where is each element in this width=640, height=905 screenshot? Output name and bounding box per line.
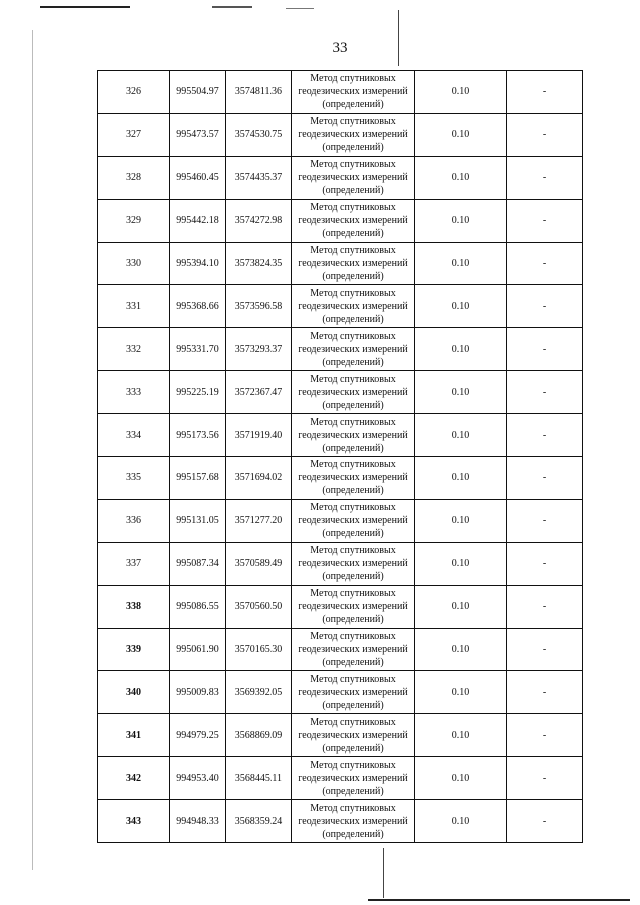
table-row: [98, 156, 583, 199]
method-text-line: Метод спутниковых: [310, 716, 396, 728]
point-number-cell: 340: [98, 671, 170, 714]
method-text-line: (определений): [322, 99, 384, 111]
method-text-line: (определений): [322, 442, 384, 454]
accuracy-cell: 0.10: [415, 714, 507, 757]
method-text-line: геодезических измерений: [298, 772, 408, 784]
table-row: [98, 671, 583, 714]
y-coordinate-cell: 3574435.37: [226, 156, 292, 199]
point-number-cell: 334: [98, 414, 170, 457]
method-text-line: (определений): [322, 399, 384, 411]
method-text-line: геодезических измерений: [298, 215, 408, 227]
y-coordinate-cell: 3573824.35: [226, 242, 292, 285]
accuracy-cell: 0.10: [415, 671, 507, 714]
method-text-line: (определений): [322, 485, 384, 497]
table-row: [98, 757, 583, 800]
method-cell: [292, 499, 415, 542]
method-text-line: Метод спутниковых: [310, 631, 396, 643]
y-coordinate-cell: 3570165.30: [226, 628, 292, 671]
point-number-cell: 329: [98, 199, 170, 242]
x-coordinate-cell: 995173.56: [170, 414, 226, 457]
table-row: [98, 371, 583, 414]
accuracy-cell: 0.10: [415, 800, 507, 843]
point-number-cell: 326: [98, 71, 170, 114]
method-cell: [292, 113, 415, 156]
point-number-cell: 342: [98, 757, 170, 800]
accuracy-cell: 0.10: [415, 371, 507, 414]
method-text-line: (определений): [322, 571, 384, 583]
method-text-line: (определений): [322, 742, 384, 754]
method-text-line: геодезических измерений: [298, 129, 408, 141]
table-row: [98, 328, 583, 371]
method-text-line: (определений): [322, 142, 384, 154]
method-text-line: геодезических измерений: [298, 386, 408, 398]
method-cell: [292, 800, 415, 843]
method-text-line: геодезических измерений: [298, 429, 408, 441]
margin-line: [32, 30, 33, 870]
y-coordinate-cell: 3571277.20: [226, 499, 292, 542]
method-cell: [292, 628, 415, 671]
y-coordinate-cell: 3574530.75: [226, 113, 292, 156]
method-text-line: (определений): [322, 356, 384, 368]
method-text-line: геодезических измерений: [298, 472, 408, 484]
method-text-line: Метод спутниковых: [310, 545, 396, 557]
note-cell: -: [507, 199, 583, 242]
method-text-line: (определений): [322, 699, 384, 711]
point-number-cell: 343: [98, 800, 170, 843]
method-text-line: Метод спутниковых: [310, 116, 396, 128]
method-cell: [292, 371, 415, 414]
method-text-line: Метод спутниковых: [310, 202, 396, 214]
note-cell: -: [507, 113, 583, 156]
scan-artifact-line: [368, 899, 630, 901]
method-cell: [292, 671, 415, 714]
method-text-line: геодезических измерений: [298, 558, 408, 570]
method-text-line: (определений): [322, 228, 384, 240]
note-cell: -: [507, 156, 583, 199]
method-text-line: Метод спутниковых: [310, 459, 396, 471]
table-row: [98, 628, 583, 671]
method-cell: [292, 156, 415, 199]
scan-artifact-line: [212, 6, 252, 8]
accuracy-cell: 0.10: [415, 542, 507, 585]
note-cell: -: [507, 285, 583, 328]
method-text-line: Метод спутниковых: [310, 673, 396, 685]
method-text-line: геодезических измерений: [298, 515, 408, 527]
x-coordinate-cell: 994948.33: [170, 800, 226, 843]
note-cell: -: [507, 542, 583, 585]
x-coordinate-cell: 995368.66: [170, 285, 226, 328]
method-cell: [292, 199, 415, 242]
note-cell: -: [507, 457, 583, 500]
accuracy-cell: 0.10: [415, 499, 507, 542]
method-text-line: Метод спутниковых: [310, 759, 396, 771]
method-cell: [292, 414, 415, 457]
method-text-line: (определений): [322, 271, 384, 282]
x-coordinate-cell: 995061.90: [170, 628, 226, 671]
note-cell: -: [507, 757, 583, 800]
method-text-line: геодезических измерений: [298, 258, 408, 269]
method-text-line: Метод спутниковых: [310, 802, 396, 814]
accuracy-cell: 0.10: [415, 328, 507, 371]
method-text-line: геодезических измерений: [298, 300, 408, 312]
point-number-cell: 328: [98, 156, 170, 199]
x-coordinate-cell: 995331.70: [170, 328, 226, 371]
method-cell: [292, 542, 415, 585]
accuracy-cell: 0.10: [415, 199, 507, 242]
method-cell: [292, 457, 415, 500]
y-coordinate-cell: 3573596.58: [226, 285, 292, 328]
table-row: [98, 800, 583, 843]
method-text-line: геодезических измерений: [298, 86, 408, 98]
table-row: [98, 242, 583, 285]
accuracy-cell: 0.10: [415, 242, 507, 285]
table-row: [98, 542, 583, 585]
note-cell: -: [507, 800, 583, 843]
table-row: [98, 457, 583, 500]
point-number-cell: 341: [98, 714, 170, 757]
note-cell: -: [507, 628, 583, 671]
point-number-cell: 339: [98, 628, 170, 671]
accuracy-cell: 0.10: [415, 628, 507, 671]
note-cell: -: [507, 328, 583, 371]
coordinates-table: [97, 70, 583, 843]
point-number-cell: 335: [98, 457, 170, 500]
accuracy-cell: 0.10: [415, 71, 507, 114]
table-row: [98, 499, 583, 542]
method-text-line: геодезических измерений: [298, 172, 408, 184]
note-cell: -: [507, 414, 583, 457]
table-row: [98, 285, 583, 328]
method-text-line: (определений): [322, 614, 384, 626]
x-coordinate-cell: 994953.40: [170, 757, 226, 800]
method-text-line: Метод спутниковых: [310, 287, 396, 299]
table-row: [98, 714, 583, 757]
method-text-line: (определений): [322, 828, 384, 840]
point-number-cell: 327: [98, 113, 170, 156]
accuracy-cell: 0.10: [415, 285, 507, 328]
table-row: [98, 71, 583, 114]
x-coordinate-cell: 995131.05: [170, 499, 226, 542]
note-cell: -: [507, 71, 583, 114]
x-coordinate-cell: 995504.97: [170, 71, 226, 114]
x-coordinate-cell: 995087.34: [170, 542, 226, 585]
note-cell: -: [507, 585, 583, 628]
method-text-line: (определений): [322, 185, 384, 197]
note-cell: -: [507, 714, 583, 757]
accuracy-cell: 0.10: [415, 457, 507, 500]
accuracy-cell: 0.10: [415, 113, 507, 156]
method-text-line: геодезических измерений: [298, 343, 408, 355]
method-cell: [292, 71, 415, 114]
point-number-cell: 337: [98, 542, 170, 585]
table-row: [98, 414, 583, 457]
x-coordinate-cell: 995473.57: [170, 113, 226, 156]
method-text-line: геодезических измерений: [298, 686, 408, 698]
x-coordinate-cell: 995157.68: [170, 457, 226, 500]
x-coordinate-cell: 995394.10: [170, 242, 226, 285]
method-text-line: (определений): [322, 528, 384, 540]
point-number-cell: 331: [98, 285, 170, 328]
method-text-line: Метод спутниковых: [310, 330, 396, 342]
method-cell: [292, 328, 415, 371]
page-number: 33: [332, 40, 348, 56]
point-number-cell: 338: [98, 585, 170, 628]
y-coordinate-cell: 3568359.24: [226, 800, 292, 843]
accuracy-cell: 0.10: [415, 156, 507, 199]
y-coordinate-cell: 3570560.50: [226, 585, 292, 628]
method-text-line: Метод спутниковых: [310, 159, 396, 171]
point-number-cell: 330: [98, 242, 170, 285]
scan-artifact-line: [286, 8, 314, 9]
y-coordinate-cell: 3574272.98: [226, 199, 292, 242]
method-text-line: Метод спутниковых: [310, 588, 396, 600]
y-coordinate-cell: 3569392.05: [226, 671, 292, 714]
note-cell: -: [507, 499, 583, 542]
table-body: [98, 71, 583, 843]
method-text-line: Метод спутниковых: [310, 416, 396, 428]
accuracy-cell: 0.10: [415, 414, 507, 457]
method-text-line: (определений): [322, 313, 384, 325]
y-coordinate-cell: 3568869.09: [226, 714, 292, 757]
x-coordinate-cell: 995009.83: [170, 671, 226, 714]
method-text-line: геодезических измерений: [298, 729, 408, 741]
table-row: [98, 199, 583, 242]
method-text-line: Метод спутниковых: [310, 245, 396, 256]
fold-line: [398, 10, 399, 66]
method-text-line: (определений): [322, 657, 384, 669]
point-number-cell: 332: [98, 328, 170, 371]
method-text-line: геодезических измерений: [298, 644, 408, 656]
x-coordinate-cell: 995086.55: [170, 585, 226, 628]
method-text-line: геодезических измерений: [298, 815, 408, 827]
method-text-line: Метод спутниковых: [310, 373, 396, 385]
method-cell: [292, 285, 415, 328]
x-coordinate-cell: 995442.18: [170, 199, 226, 242]
accuracy-cell: 0.10: [415, 757, 507, 800]
y-coordinate-cell: 3570589.49: [226, 542, 292, 585]
y-coordinate-cell: 3571919.40: [226, 414, 292, 457]
point-number-cell: 333: [98, 371, 170, 414]
note-cell: -: [507, 671, 583, 714]
method-cell: [292, 585, 415, 628]
method-cell: [292, 242, 415, 285]
x-coordinate-cell: 994979.25: [170, 714, 226, 757]
x-coordinate-cell: 995225.19: [170, 371, 226, 414]
scan-artifact-line: [40, 6, 130, 8]
y-coordinate-cell: 3572367.47: [226, 371, 292, 414]
method-text-line: геодезических измерений: [298, 601, 408, 613]
point-number-cell: 336: [98, 499, 170, 542]
method-cell: [292, 714, 415, 757]
fold-line: [383, 848, 384, 898]
method-text-line: Метод спутниковых: [310, 502, 396, 514]
method-text-line: (определений): [322, 785, 384, 797]
x-coordinate-cell: 995460.45: [170, 156, 226, 199]
method-cell: [292, 757, 415, 800]
y-coordinate-cell: 3574811.36: [226, 71, 292, 114]
y-coordinate-cell: 3573293.37: [226, 328, 292, 371]
table-row: [98, 113, 583, 156]
note-cell: -: [507, 242, 583, 285]
note-cell: -: [507, 371, 583, 414]
y-coordinate-cell: 3568445.11: [226, 757, 292, 800]
method-text-line: Метод спутниковых: [310, 73, 396, 85]
accuracy-cell: 0.10: [415, 585, 507, 628]
y-coordinate-cell: 3571694.02: [226, 457, 292, 500]
table-row: [98, 585, 583, 628]
